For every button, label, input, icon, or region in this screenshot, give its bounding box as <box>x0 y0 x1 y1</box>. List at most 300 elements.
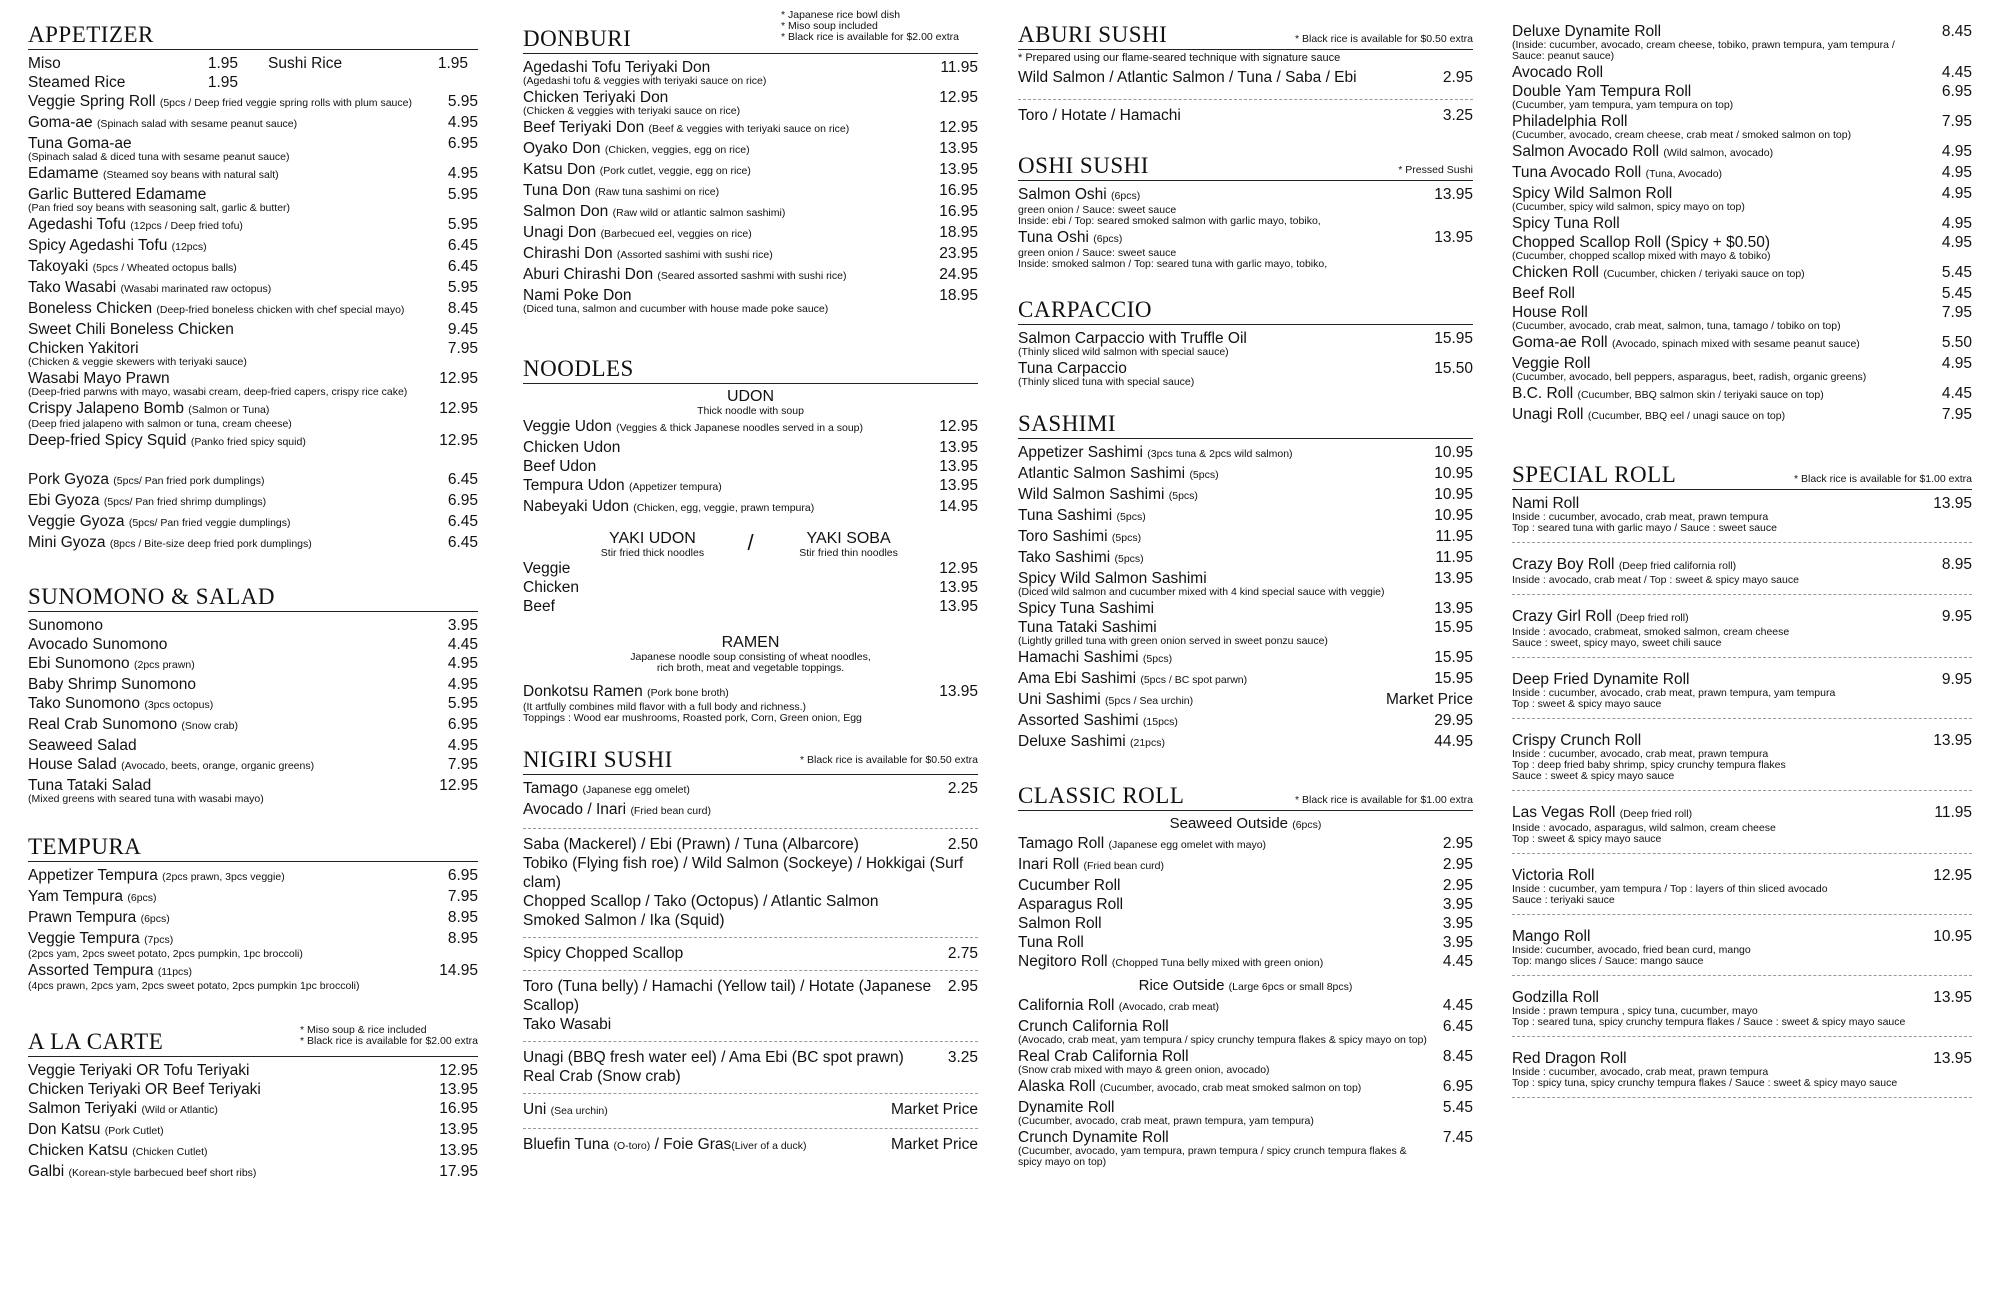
item-name: Goma-ae <box>28 114 93 131</box>
item-name-wrap <box>28 908 170 929</box>
menu-item-block <box>1512 333 1972 354</box>
menu-item-block <box>1018 895 1473 914</box>
menu-item-block <box>28 715 478 736</box>
menu-item-block <box>1512 384 1972 405</box>
item-price: 24.95 <box>939 266 978 283</box>
item-divider <box>1512 790 1972 791</box>
item-note: (Spinach salad with sesame peanut sauce) <box>96 118 298 130</box>
item-name-wrap <box>1512 405 1785 426</box>
menu-item <box>28 278 478 299</box>
item-name-wrap <box>523 160 751 181</box>
item-price: 7.45 <box>1442 1129 1473 1146</box>
item-price: 13.95 <box>1933 732 1972 749</box>
special-roll-section <box>1512 462 1972 1098</box>
item-name: Veggie <box>523 560 571 577</box>
udon-subheading: Thick noodle with soup <box>697 405 804 417</box>
menu-item-block <box>1018 618 1473 647</box>
menu-item-block <box>1512 494 1972 534</box>
menu-item-block <box>28 616 478 635</box>
yaki-udon-title: YAKI UDON <box>609 530 696 547</box>
item-desc: Top : seared tuna, spicy crunchy tempura flakes / Sauce : sweet & spicy mayo sauce <box>1512 1016 1906 1028</box>
section-title: OSHI SUSHI <box>1018 153 1473 181</box>
item-name-wrap <box>523 457 596 476</box>
item-price: 13.95 <box>939 140 978 157</box>
sunomono-list <box>28 616 478 805</box>
menu-item <box>523 139 978 160</box>
item-price: 3.95 <box>1442 934 1473 951</box>
menu-item <box>523 779 978 800</box>
item-note: (Avocado, crab meat) <box>1118 1001 1219 1013</box>
item-price: 5.50 <box>1941 334 1972 351</box>
item-note: (Assorted sashimi with sushi rice) <box>616 249 773 261</box>
item-name: Deluxe Dynamite Roll <box>1512 23 1662 40</box>
item-name-wrap <box>1018 599 1154 618</box>
item-desc: green onion / Sauce: sweet sauce <box>1018 247 1177 259</box>
item-name: Salmon Roll <box>1018 915 1102 932</box>
menu-item-block <box>1512 22 1972 62</box>
item-name: Inari Roll <box>1018 856 1080 873</box>
item-name: Tuna Avocado Roll <box>1512 164 1642 181</box>
item-name-wrap <box>1018 485 1198 506</box>
item-name: Philadelphia Roll <box>1512 113 1628 130</box>
menu-item-block <box>28 470 478 491</box>
item-name-wrap <box>1018 834 1266 855</box>
item-price: 13.95 <box>939 458 978 475</box>
item-name: Crunch California Roll <box>1018 1018 1169 1035</box>
item-desc: (2pcs yam, 2pcs sweet potato, 2pcs pumpkin, 1pc broccoli) <box>28 948 303 960</box>
item-name-wrap <box>1018 464 1219 485</box>
menu-item-block <box>523 497 978 518</box>
item-name: Tuna Oshi <box>1018 229 1089 246</box>
section-note <box>781 10 959 43</box>
item-price: 5.95 <box>447 186 478 203</box>
item-note: (7pcs) <box>144 934 174 946</box>
item-price: 8.45 <box>1442 1048 1473 1065</box>
menu-item-block <box>28 339 478 368</box>
item-name-wrap <box>1512 555 1736 576</box>
item-note: (Fried bean curd) <box>630 805 711 817</box>
item-note: (Cucumber, BBQ eel / unagi sauce on top) <box>1587 410 1786 422</box>
item-name-wrap <box>523 181 719 202</box>
gyoza-list <box>28 470 478 554</box>
item-name-wrap <box>28 399 269 420</box>
item-name: Sweet Chili Boneless Chicken <box>28 321 234 338</box>
item-note: (Deep fried california roll) <box>1618 560 1737 572</box>
menu-item-block <box>523 438 978 457</box>
item-name: Steamed Rice <box>28 74 126 91</box>
menu-item-block <box>28 257 478 278</box>
menu-item <box>1512 284 1972 303</box>
item-name: Aburi Chirashi Don <box>523 266 654 283</box>
item-name-wrap <box>28 1080 261 1099</box>
menu-item <box>1018 855 1473 876</box>
section-title: CLASSIC ROLL <box>1018 783 1473 811</box>
item-note: (Avocado, spinach mixed with sesame peanut sauce) <box>1611 338 1860 350</box>
menu-item-block <box>1512 82 1972 111</box>
item-name: Red Dragon Roll <box>1512 1050 1627 1067</box>
item-price: 11.95 <box>1435 528 1473 545</box>
item-name: Takoyaki <box>28 258 89 275</box>
menu-item <box>28 533 478 554</box>
item-name: Toro Sashimi <box>1018 528 1108 545</box>
item-note: (Barbecued eel, veggies on rice) <box>600 228 752 240</box>
item-note: (Japanese egg omelet) <box>582 784 690 796</box>
menu-item <box>28 675 478 694</box>
item-price: 3.95 <box>447 617 478 634</box>
item-name: Appetizer Sashimi <box>1018 444 1143 461</box>
item-name-wrap <box>1018 933 1084 952</box>
item-divider <box>1512 1097 1972 1098</box>
item-name: Las Vegas Roll <box>1512 804 1616 821</box>
item-note: (Raw wild or atlantic salmon sashimi) <box>612 207 786 219</box>
menu-item <box>1512 384 1972 405</box>
item-name: Veggie Spring Roll <box>28 93 156 110</box>
item-price: 2.95 <box>947 978 978 995</box>
item-name-wrap <box>1018 690 1193 711</box>
menu-item-block <box>28 1061 478 1080</box>
menu-item-block <box>1018 1017 1473 1046</box>
menu-item-block <box>1018 464 1473 485</box>
item-price: 13.95 <box>1933 989 1972 1006</box>
item-desc: Sauce: peanut sauce) <box>1512 50 1615 62</box>
item-note: (5pcs) <box>1116 511 1146 523</box>
item-name-wrap <box>1018 1077 1361 1098</box>
menu-item-block <box>28 866 478 887</box>
item-note: (Japanese egg omelet with mayo) <box>1108 839 1267 851</box>
menu-item <box>28 908 478 929</box>
item-name: Edamame <box>28 165 99 182</box>
menu-item-block <box>523 457 978 476</box>
item-note: (5pcs / Wheated octopus balls) <box>92 262 237 274</box>
item-desc: (Cucumber, avocado, bell peppers, asparagus, beet, radish, organic greens) <box>1512 371 1867 383</box>
item-price: 9.45 <box>447 321 478 338</box>
menu-item <box>28 1141 478 1162</box>
menu-item-block <box>28 1162 478 1183</box>
menu-item-block <box>1018 855 1473 876</box>
item-price: 11.95 <box>1934 804 1972 821</box>
item-price: 3.25 <box>1442 107 1473 124</box>
section-note: * Black rice is available for $0.50 extra <box>799 754 978 766</box>
menu-item-block <box>523 779 978 800</box>
item-note: (Seared assorted sashmi with sushi rice) <box>657 270 847 282</box>
item-name: Pork Gyoza <box>28 471 109 488</box>
item-name-wrap <box>28 431 306 452</box>
item-note: (Snow crab) <box>181 720 238 732</box>
menu-item <box>28 736 478 755</box>
item-price: 14.95 <box>939 498 978 515</box>
item-name: Spicy Chopped Scallop <box>523 945 684 962</box>
item-note: (2pcs prawn, 3pcs veggie) <box>162 871 285 883</box>
item-price: 13.95 <box>1434 570 1473 587</box>
item-price: 6.95 <box>1442 1078 1473 1095</box>
item-name-wrap <box>1018 914 1102 933</box>
menu-item <box>28 929 478 950</box>
menu-item-block <box>523 88 978 117</box>
item-price: 4.95 <box>447 165 478 182</box>
menu-item-block <box>28 185 478 214</box>
oshi-section <box>1018 153 1473 270</box>
item-desc: Inside: cucumber, avocado, fried bean curd, mango <box>1512 944 1751 956</box>
menu-item <box>1512 555 1972 576</box>
section-title: SASHIMI <box>1018 411 1473 439</box>
alacarte-section <box>28 1025 478 1183</box>
menu-item <box>1018 464 1473 485</box>
item-name: Yam Tempura <box>28 888 124 905</box>
item-name-wrap <box>1018 228 1122 249</box>
item-price: 5.95 <box>447 279 478 296</box>
item-price: 4.95 <box>1941 215 1972 232</box>
item-name-wrap <box>1018 711 1178 732</box>
item-name-wrap <box>1018 855 1164 876</box>
menu-item <box>28 512 478 533</box>
menu-item <box>28 491 478 512</box>
menu-item <box>28 257 478 278</box>
item-price: 13.95 <box>939 161 978 178</box>
item-note: (Wasabi marinated raw octopus) <box>120 283 272 295</box>
item-price: 6.95 <box>447 716 478 733</box>
menu-item-block <box>1018 933 1473 952</box>
item-name: Veggie Roll <box>1512 355 1591 372</box>
item-name: Deep Fried Dynamite Roll <box>1512 671 1690 688</box>
menu-item-block <box>28 431 478 452</box>
item-name-wrap <box>28 736 137 755</box>
item-name: Asparagus Roll <box>1018 896 1124 913</box>
section-subnote: * Prepared using our flame-seared technique with signature sauce <box>1018 52 1341 64</box>
item-name-wrap <box>1512 214 1620 233</box>
item-note: (Chicken, veggies, egg on rice) <box>604 144 750 156</box>
menu-item <box>28 1080 478 1099</box>
item-name: Negitoro Roll <box>1018 953 1108 970</box>
item-price: 7.95 <box>447 756 478 773</box>
menu-item <box>1018 485 1473 506</box>
item-price: 13.95 <box>439 1081 478 1098</box>
item-price: 8.95 <box>447 930 478 947</box>
menu-item-block <box>523 597 978 616</box>
item-desc: (Inside: cucumber, avocado, cream cheese, tobiko, prawn tempura, yam tempura / <box>1512 39 1895 51</box>
menu-item <box>1018 185 1473 206</box>
item-price: 8.45 <box>1941 23 1972 40</box>
menu-item <box>523 1100 978 1121</box>
section-title: CARPACCIO <box>1018 297 1473 325</box>
menu-item-block <box>28 694 478 715</box>
steamed-rice-row <box>28 73 478 92</box>
menu-item-block <box>1018 648 1473 669</box>
aburi-section <box>1018 22 1473 125</box>
item-name-wrap <box>28 278 271 299</box>
item-divider <box>1512 594 1972 595</box>
item-price: 16.95 <box>939 182 978 199</box>
menu-item-block <box>1018 569 1473 598</box>
item-price: 3.95 <box>1442 915 1473 932</box>
item-price: 4.95 <box>1941 164 1972 181</box>
item-note: (Wild salmon, avocado) <box>1663 147 1774 159</box>
item-name-wrap <box>28 755 314 776</box>
item-name: Spicy Agedashi Tofu <box>28 237 168 254</box>
section-title: APPETIZER <box>28 22 478 50</box>
item-price: 4.95 <box>447 655 478 672</box>
item-price: 5.45 <box>1941 285 1972 302</box>
item-name-wrap <box>28 257 237 278</box>
classic-roll-section <box>1018 783 1473 1168</box>
menu-item-block <box>1018 1047 1473 1076</box>
ramen-heading: RAMEN <box>721 634 780 651</box>
item-name: Assorted Tempura <box>28 962 154 979</box>
menu-item-block <box>523 265 978 286</box>
menu-item <box>1512 142 1972 163</box>
item-desc: (4pcs prawn, 2pcs yam, 2pcs sweet potato, 2pcs pumpkin 1pc broccoli) <box>28 980 360 992</box>
item-note: (5pcs) <box>1189 469 1219 481</box>
menu-item <box>1018 527 1473 548</box>
item-name-wrap <box>1018 443 1293 464</box>
section-title: NOODLES <box>523 356 978 384</box>
item-desc: (Thinly sliced tuna with special sauce) <box>1018 376 1195 388</box>
item-price: 7.95 <box>1941 406 1972 423</box>
item-name: Uni <box>523 1101 547 1118</box>
item-divider <box>1512 1036 1972 1037</box>
section-note <box>300 1025 478 1047</box>
item-name: Chicken Roll <box>1512 264 1600 281</box>
item-name: Salmon Oshi <box>1018 186 1107 203</box>
item-note: (Avocado, beets, orange, organic greens) <box>121 760 315 772</box>
item-price: 13.95 <box>1434 186 1473 203</box>
item-price: 12.95 <box>939 418 978 435</box>
item-price: 13.95 <box>1434 600 1473 617</box>
item-name: B.C. Roll <box>1512 385 1574 402</box>
donburi-list <box>523 58 978 315</box>
menu-item-block <box>1512 555 1972 586</box>
item-price: 4.45 <box>1442 953 1473 970</box>
item-name: Sushi Rice <box>268 55 343 72</box>
section-title: ABURI SUSHI <box>1018 22 1473 50</box>
menu-item-block <box>28 929 478 960</box>
item-name: Crispy Jalapeno Bomb <box>28 400 184 417</box>
item-name: Tuna Tataki Sashimi <box>1018 619 1157 636</box>
menu-item-block <box>523 800 978 821</box>
item-name-wrap <box>28 1061 249 1080</box>
menu-item <box>1018 876 1473 895</box>
item-price: 2.75 <box>947 945 978 962</box>
item-price: 4.95 <box>447 114 478 131</box>
item-note: (Pork cutlet, veggie, egg on rice) <box>599 165 751 177</box>
item-price: 17.95 <box>439 1163 478 1180</box>
item-name: Nabeyaki Udon <box>523 498 629 515</box>
carpaccio-section <box>1018 297 1473 388</box>
menu-item-block <box>1512 184 1972 213</box>
item-note: (5pcs / Deep fried veggie spring rolls with plum sauce) <box>159 97 412 109</box>
item-note: (Salmon or Tuna) <box>188 404 270 416</box>
yaki-udon-sub: Stir fried thick noodles <box>600 547 705 559</box>
menu-item <box>1018 648 1473 669</box>
item-name-wrap <box>28 215 243 236</box>
item-name: Bluefin Tuna <box>523 1136 610 1153</box>
item-price: 2.25 <box>947 780 978 797</box>
item-price: 5.95 <box>447 93 478 110</box>
item-desc: Inside : cucumber, avocado, crab meat, prawn tempura <box>1512 511 1769 523</box>
menu-item <box>1512 63 1972 82</box>
menu-item <box>1018 914 1473 933</box>
item-price: Market Price <box>891 1136 978 1153</box>
item-name-wrap <box>28 635 167 654</box>
note-line: * Black rice is available for $2.00 extra <box>299 1035 478 1047</box>
item-name-wrap <box>523 476 722 497</box>
udon-list <box>523 417 978 518</box>
item-name: Oyako Don <box>523 140 601 157</box>
item-note: (Pork Cutlet) <box>104 1125 164 1137</box>
item-note: (Deep fried roll) <box>1616 612 1689 624</box>
udon-heading: UDON <box>726 388 775 405</box>
menu-item-block <box>28 278 478 299</box>
note-line: * Miso soup & rice included <box>299 1024 427 1036</box>
item-desc: Top : deep fried baby shrimp, spicy crunchy tempura flakes <box>1512 759 1786 771</box>
item-desc: Sauce : sweet & spicy mayo sauce <box>1512 770 1675 782</box>
item-price: 13.95 <box>439 1142 478 1159</box>
menu-item <box>523 800 978 821</box>
menu-item-block <box>523 181 978 202</box>
item-note: (6pcs) <box>127 892 157 904</box>
menu-item <box>28 1120 478 1141</box>
item-name: Chirashi Don <box>523 245 613 262</box>
item-name: Unagi (BBQ fresh water eel) / Ama Ebi (BC spot prawn) <box>523 1049 904 1066</box>
item-name: Avocado / Inari <box>523 801 627 818</box>
item-name: Beef Roll <box>1512 285 1575 302</box>
item-name: Chicken Katsu <box>28 1142 128 1159</box>
menu-item-block <box>1512 112 1972 141</box>
item-note: (6pcs) <box>140 913 170 925</box>
item-name: / Foie Gras <box>654 1136 732 1153</box>
item-price: 10.95 <box>1434 486 1473 503</box>
item-price: 6.45 <box>447 237 478 254</box>
menu-item-block <box>28 92 478 113</box>
item-name-wrap <box>28 887 157 908</box>
item-name-wrap <box>523 223 752 244</box>
item-name: Tako Wasabi <box>28 279 117 296</box>
item-note: (Deep fried roll) <box>1619 808 1693 820</box>
item-name: Agedashi Tofu Teriyaki Don <box>523 59 711 76</box>
item-price: 2.95 <box>1442 877 1473 894</box>
menu-item <box>523 497 978 518</box>
item-name: Crispy Crunch Roll <box>1512 732 1642 749</box>
item-name-wrap <box>28 616 103 635</box>
item-name: Boneless Chicken <box>28 300 153 317</box>
item-desc: Sauce : teriyaki sauce <box>1512 894 1615 906</box>
noodles-section <box>523 356 978 724</box>
item-price: 12.95 <box>1933 867 1972 884</box>
item-desc: Inside : prawn tempura , spicy tuna, cucumber, mayo <box>1512 1005 1758 1017</box>
item-price: 13.95 <box>939 598 978 615</box>
item-note: (Korean-style barbecued beef short ribs) <box>68 1167 257 1179</box>
item-name-wrap <box>28 533 312 554</box>
item-price: 1.95 <box>207 74 238 91</box>
item-name: California Roll <box>1018 997 1115 1014</box>
item-note: (15pcs) <box>1142 716 1178 728</box>
item-name: Beef Teriyaki Don <box>523 119 645 136</box>
menu-item <box>523 457 978 476</box>
item-desc: (Cucumber, avocado, cream cheese, crab meat / smoked salmon on top) <box>1512 129 1852 141</box>
ramen-sub: Japanese noodle soup consisting of wheat noodles, <box>630 651 871 663</box>
item-name: Toro / Hotate / Hamachi <box>1018 107 1181 124</box>
item-name: Chicken Udon <box>523 439 621 456</box>
item-note: (6pcs) <box>1093 233 1123 245</box>
menu-item <box>28 961 478 982</box>
item-price: 2.95 <box>1442 69 1473 86</box>
menu-item-block <box>1512 142 1972 163</box>
menu-item <box>1018 669 1473 690</box>
item-desc: Sauce : sweet, spicy mayo, sweet chili sauce <box>1512 637 1722 649</box>
item-name-wrap <box>1018 527 1141 548</box>
item-note: (Appetizer tempura) <box>628 481 722 493</box>
item-price: 6.95 <box>447 135 478 152</box>
item-note: (12pcs) <box>171 241 207 253</box>
